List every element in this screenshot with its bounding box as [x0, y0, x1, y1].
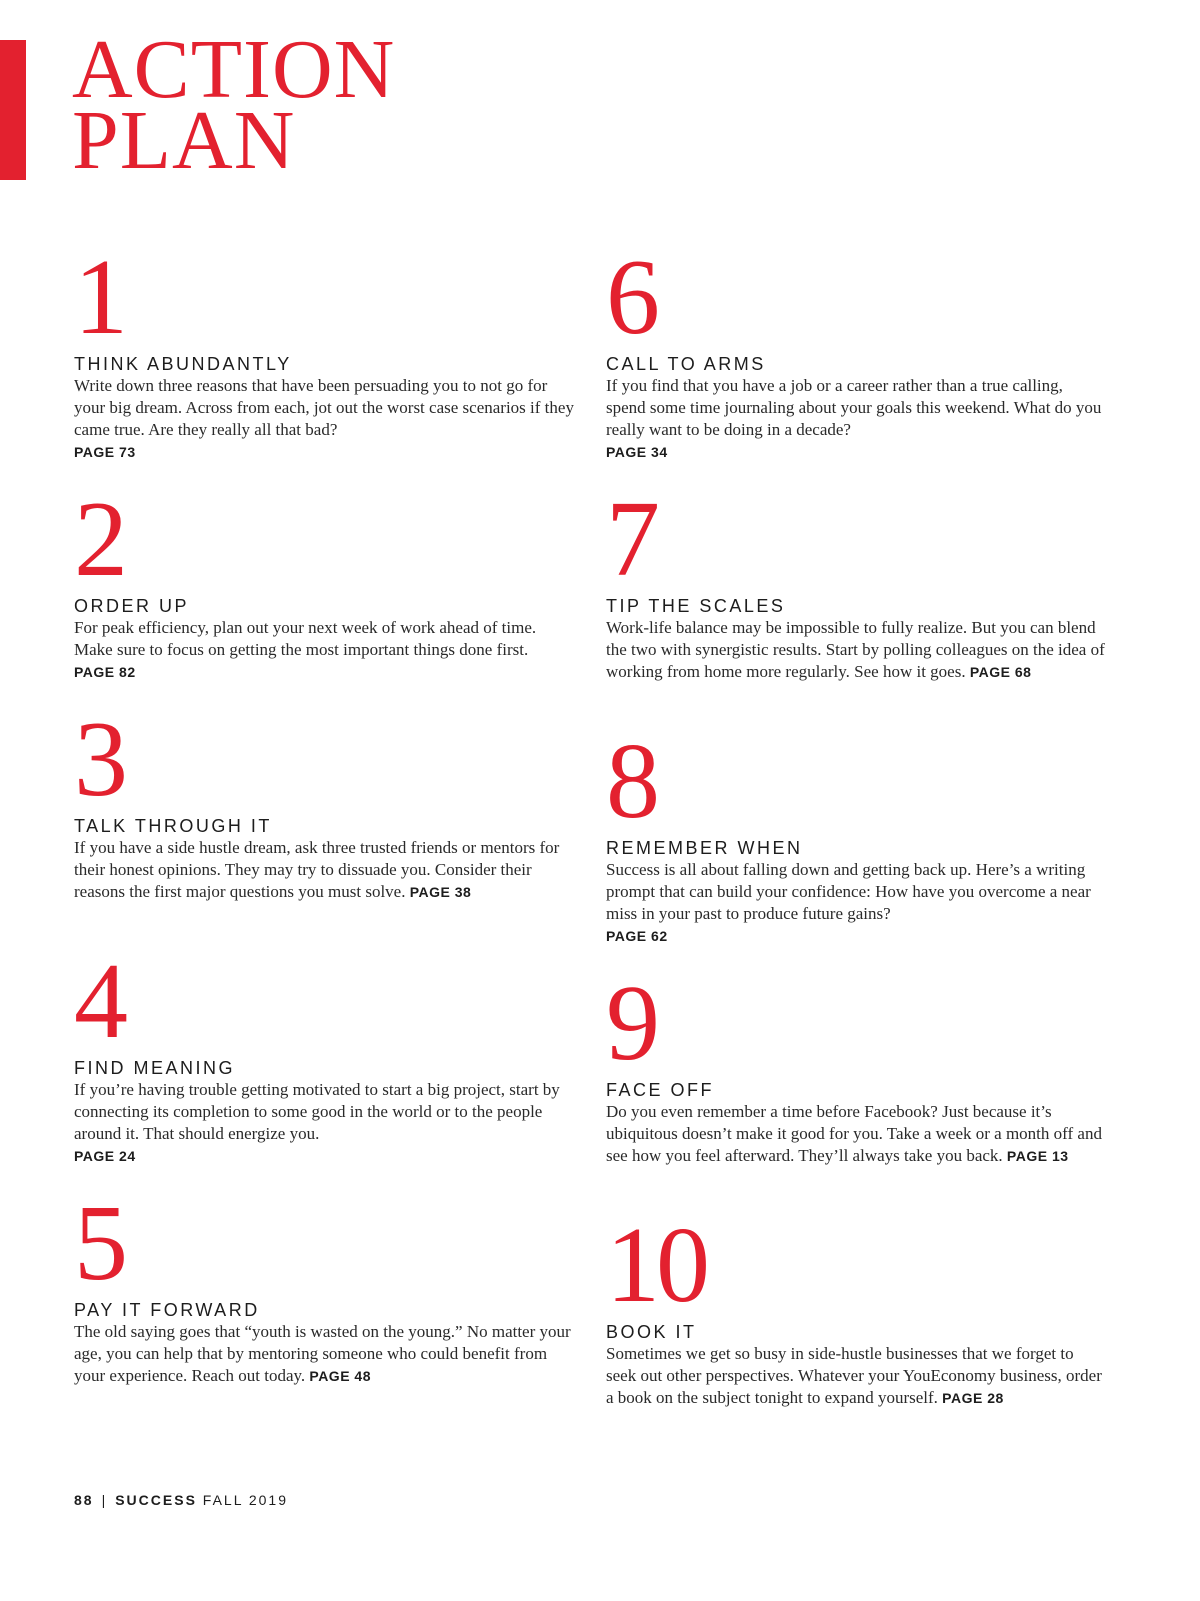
item-number: 4: [74, 942, 124, 1061]
page-footer: [74, 1492, 288, 1508]
item-heading: BOOK IT: [606, 1322, 697, 1342]
item-text: If you have a side hustle dream, ask three trusted friends or mentors for their honest opinions. They may try to dissuade you. Consider their reasons the first major questions you must solve. PAGE 38: [74, 838, 560, 901]
page-reference: PAGE 28: [942, 1390, 1004, 1406]
item-text: Success is all about falling down and getting back up. Here’s a writing prompt that can build your confidence: How have you overcome a near miss in your past to produce future gains? PAGE 62: [606, 859, 1106, 947]
action-item-1: [74, 238, 574, 463]
item-number: 6: [606, 238, 656, 357]
item-text: Write down three reasons that have been persuading you to not go for your big dream. Across from each, jot out the worst case scenarios if they came true. Are they really all that bad? PAGE 73: [74, 375, 574, 463]
item-heading: ORDER UP: [74, 596, 190, 616]
item-heading: FIND MEANING: [74, 1058, 236, 1078]
item-heading: REMEMBER WHEN: [606, 838, 803, 858]
page-reference: PAGE 34: [606, 444, 668, 460]
item-text: If you’re having trouble getting motivated to start a big project, start by connecting its completion to some good in the world or to the people around it. That should energize you. PAGE 24: [74, 1079, 574, 1167]
item-text: Work-life balance may be impossible to fully realize. But you can blend the two with synergistic results. Start by polling colleagues on the idea of working from home more regularly. See how it goes. PAGE 68: [606, 618, 1105, 681]
action-item-5: [74, 1184, 574, 1387]
page-reference: PAGE 13: [1006, 1148, 1069, 1164]
footer-page-number: 88: [74, 1492, 94, 1508]
title-line-1: ACTION: [72, 23, 396, 116]
footer-issue: FALL 2019: [202, 1492, 289, 1508]
page-title: [72, 23, 396, 187]
item-number: 10: [606, 1206, 706, 1325]
item-text: The old saying goes that “youth is wasted on the young.” No matter your age, you can help that by mentoring someone who could benefit from your experience. Reach out today. PAGE 48: [74, 1322, 571, 1385]
action-item-7: [606, 480, 1106, 683]
page-reference: PAGE 73: [74, 444, 136, 460]
item-number: 2: [74, 480, 124, 599]
title-line-2: PLAN: [72, 94, 296, 187]
item-heading: THINK ABUNDANTLY: [74, 354, 292, 374]
action-item-8: [606, 722, 1106, 947]
item-heading: CALL TO ARMS: [606, 354, 766, 374]
item-number: 8: [606, 722, 656, 841]
item-text: If you find that you have a job or a career rather than a true calling, spend some time journaling about your goals this weekend. What do you really want to be doing in a decade? PAGE 34: [606, 375, 1106, 463]
item-number: 9: [606, 964, 656, 1083]
page-reference: PAGE 48: [309, 1368, 371, 1384]
action-item-3: [74, 700, 574, 903]
accent-bar: [0, 40, 26, 180]
action-item-9: [606, 964, 1106, 1167]
action-item-6: [606, 238, 1106, 463]
item-number: 1: [74, 238, 124, 357]
item-text: For peak efficiency, plan out your next week of work ahead of time. Make sure to focus on getting the most important things done first. PAGE 82: [74, 618, 537, 680]
item-heading: FACE OFF: [606, 1080, 715, 1100]
page-reference: PAGE 38: [409, 884, 472, 900]
footer-brand: SUCCESS: [115, 1492, 197, 1508]
item-heading: TALK THROUGH IT: [74, 816, 272, 836]
action-item-10: [606, 1206, 1106, 1409]
action-item-4: [74, 942, 574, 1167]
page-reference: PAGE 68: [969, 664, 1032, 680]
item-heading: TIP THE SCALES: [606, 596, 786, 616]
page-reference: PAGE 62: [606, 928, 668, 944]
page-reference: PAGE 24: [74, 1148, 136, 1164]
item-number: 5: [74, 1184, 124, 1303]
item-text: Do you even remember a time before Facebook? Just because it’s ubiquitous doesn’t make it good for you. Take a week or a month off and see how you feel afterward. They’ll always take you back. PAGE 13: [606, 1102, 1102, 1165]
item-heading: PAY IT FORWARD: [74, 1300, 260, 1320]
action-item-2: [74, 480, 574, 683]
page-reference: PAGE 82: [74, 664, 136, 680]
item-number: 3: [74, 700, 124, 819]
item-number: 7: [606, 480, 656, 599]
item-text: Sometimes we get so busy in side-hustle businesses that we forget to seek out other perspectives. Whatever your YouEconomy business, order a book on the subject tonight to expand yourself. PAGE 28: [606, 1344, 1102, 1407]
footer-separator: |: [101, 1492, 108, 1508]
